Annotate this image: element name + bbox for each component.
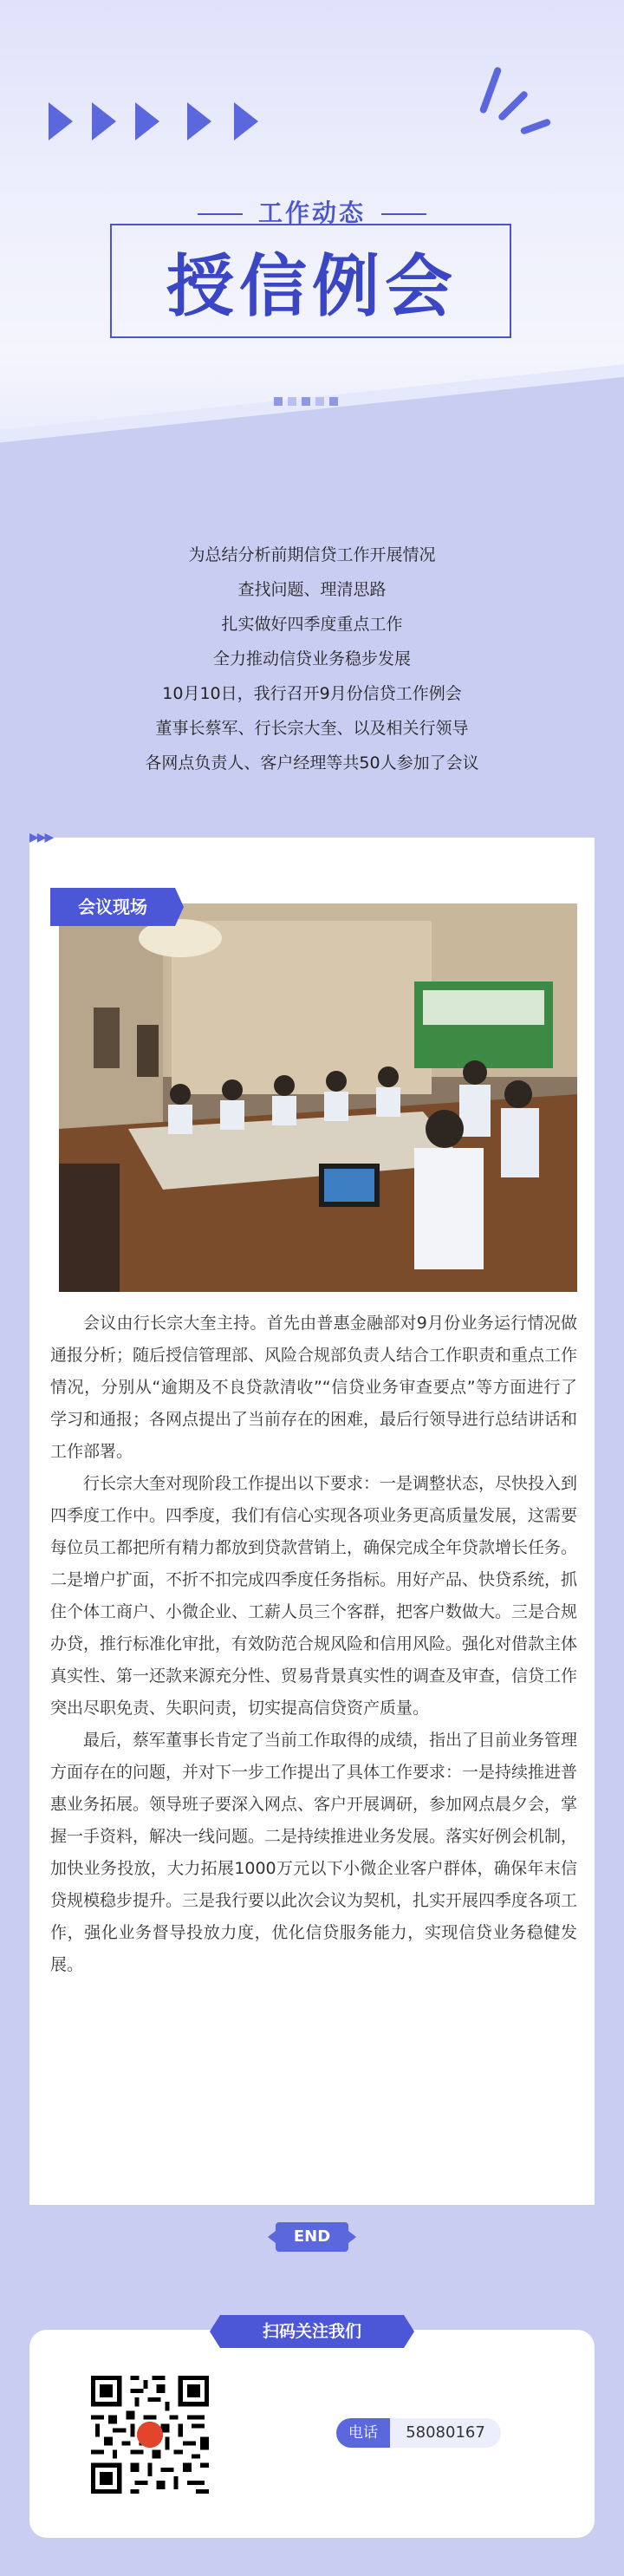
intro-line: 全力推动信贷业务稳步发展 (212, 649, 411, 668)
intro-line: 10月10日，我行召开9月份信贷工作例会 (162, 684, 462, 703)
intro-line: 扎实做好四季度重点工作 (221, 615, 403, 634)
chevrons-icon: ▶▶▶ (29, 831, 53, 845)
header-banner (0, 0, 624, 503)
arrow-icon (234, 102, 258, 140)
section-tag: 会议现场 (50, 888, 175, 926)
intro-line: 查找问题、理清思路 (237, 580, 387, 599)
paragraph: 会议由行长宗大奎主持。首先由普惠金融部对9月份业务运行情况做通报分析；随后授信管理部、风险合规部负责人结合工作职责和重点工作情况，分别从“逾期及不良贷款清收”“信贷业务审查要点”等方面进行了学习和通报；各网点提出了当前存在的困难，最后行领导进行总结讲话和工作部署。 (50, 1314, 578, 1461)
intro-text (0, 538, 624, 780)
arrow-icon (92, 102, 116, 140)
phone-number[interactable]: 58080167 (390, 2418, 501, 2448)
arrow-icon (187, 102, 211, 140)
header-subtitle: 工作动态 (257, 199, 366, 227)
intro-line: 董事长蔡军、行长宗大奎、以及相关行领导 (155, 719, 469, 738)
intro-line: 为总结分析前期信贷工作开展情况 (188, 545, 436, 564)
paragraph: 最后，蔡军董事长肯定了当前工作取得的成绩，指出了目前业务管理方面存在的问题，并对下一步工作提出了具体工作要求：一是持续推进普惠业务拓展。领导班子要深入网点、客户开展调研，参加网点晨夕会，掌握一手资料，解决一线问题。二是持续推进业务发展。落实好例会机制，加快业务投放，大力拓展1000万元以下小微企业客户群体，确保年末信贷规模稳步提升。三是我行要以此次会议为契机，扎实开展四季度各项工作，强化业务督导投放力度，优化信贷服务能力，实现信贷业务稳健发展。 (50, 1731, 578, 1974)
qr-code[interactable] (87, 2371, 213, 2498)
end-marker: END (276, 2222, 348, 2252)
meeting-photo (59, 903, 577, 1292)
follow-title: 扫码关注我们 (220, 2315, 404, 2348)
arrow-icon (49, 102, 73, 140)
paragraph: 行长宗大奎对现阶段工作提出以下要求：一是调整状态，尽快投入到四季度工作中。四季度，我们有信心实现各项业务更高质量发展，这需要每位员工都把所有精力都放到贷款营销上，确保完成全年贷款增长任务。二是增户扩面，不折不扣完成四季度任务指标。用好产品、快贷系统，抓住个体工商户、小微企业、工薪人员三个客群，把客户数做大。三是合规办贷，推行标准化审批，有效防范合规风险和信用风险。强化对借款主体真实性、第一还款来源充分性、贸易背景真实性的调查及审查，信贷工作突出尽职免责、失职问责，切实提高信贷资产质量。 (50, 1474, 578, 1718)
arrow-icon (135, 102, 159, 140)
article-body (50, 1308, 577, 1981)
phone-label: 电话 (336, 2418, 390, 2448)
page-title: 授信例会 (166, 248, 458, 326)
intro-line: 各网点负责人、客户经理等共50人参加了会议 (145, 753, 479, 773)
decor-dots (274, 393, 343, 409)
